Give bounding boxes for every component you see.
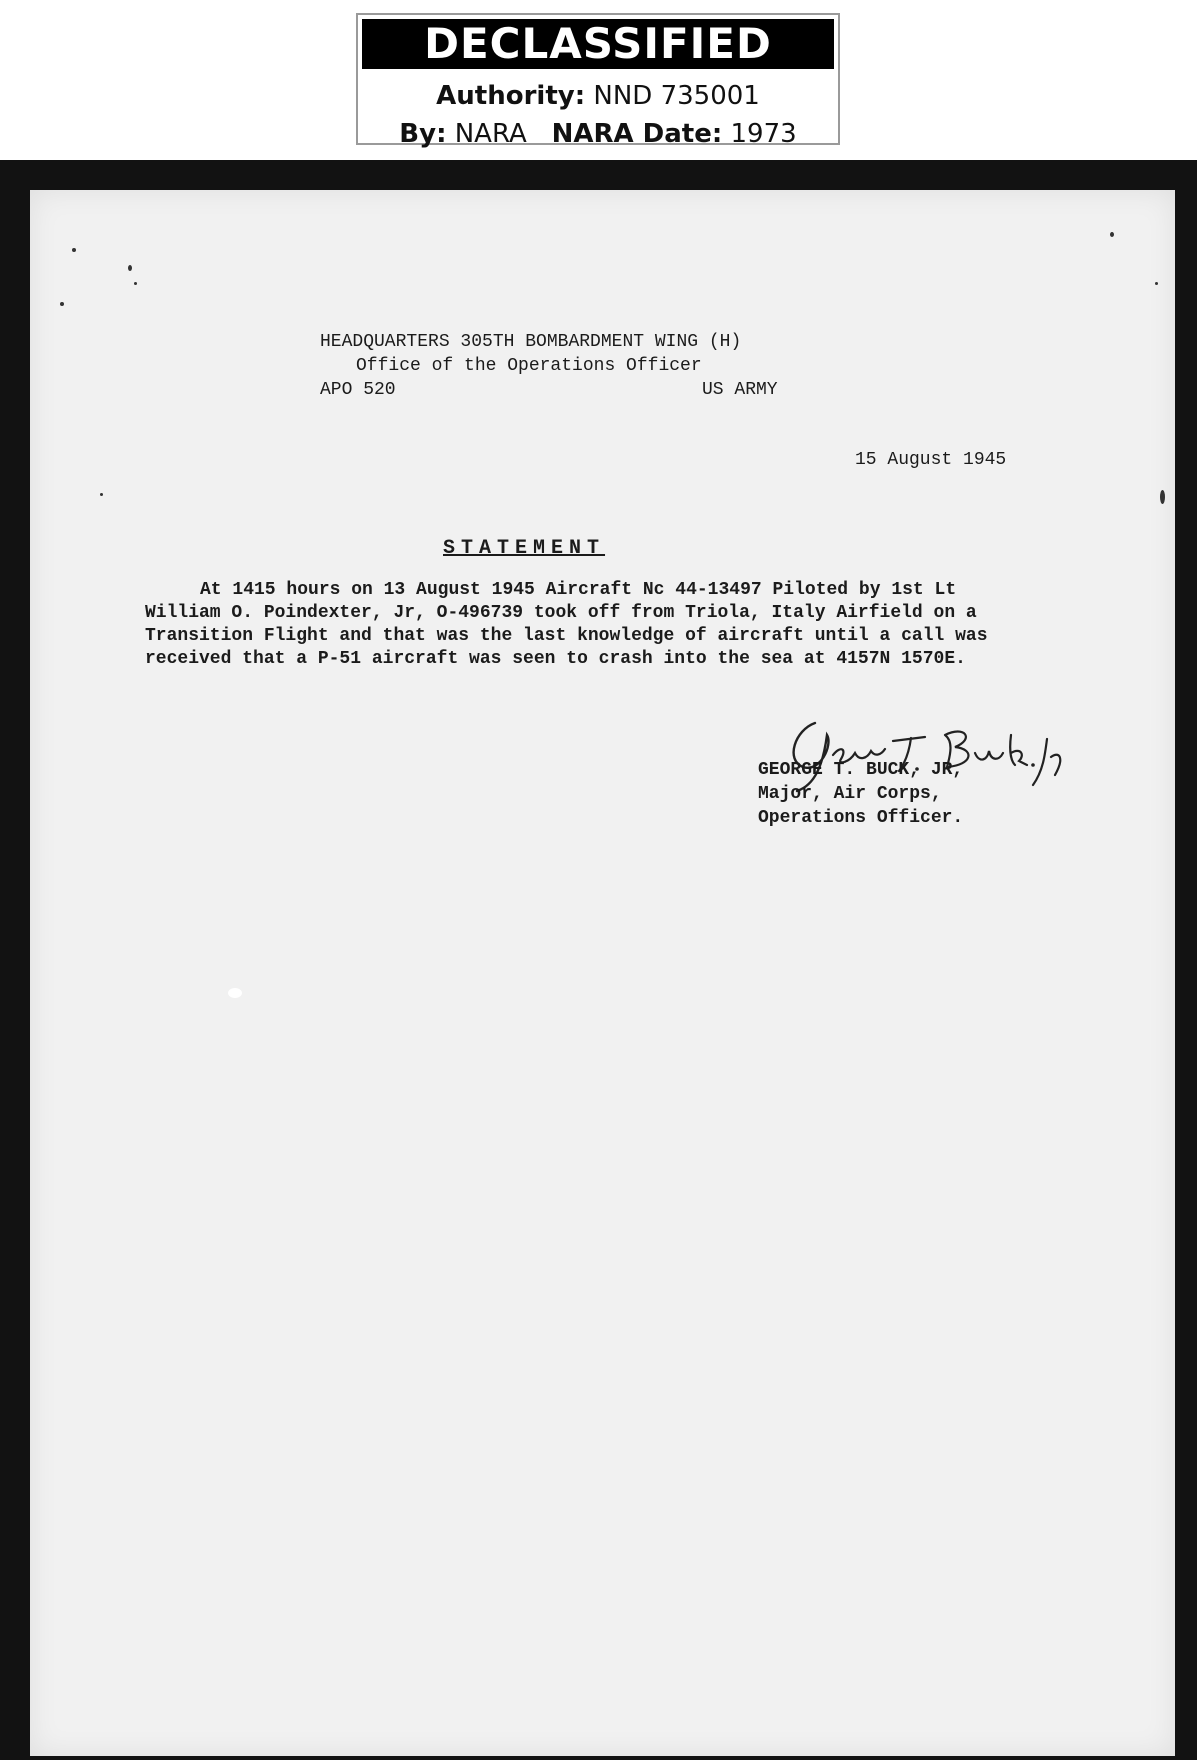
signer-position: Operations Officer. [758,808,964,828]
stamp-by-label: By: [399,119,447,149]
stamp-by-value: NARA [454,119,527,149]
stamp-authority-label: Authority: [436,81,586,111]
stamp-date-value: 1973 [730,119,797,149]
letterhead-apo: APO 520 [320,380,396,400]
stamp-authority-line [358,81,838,111]
scan-speck [60,302,64,306]
scan-speck [100,493,103,496]
scan-speck [128,265,132,271]
scan-speck [134,282,137,285]
scan-speck [72,248,76,252]
signer-rank: Major, Air Corps, [758,784,942,804]
scan-speck [1155,282,1158,285]
scan-speck [1110,232,1114,237]
stamp-authority-value: NND 735001 [593,81,760,111]
document-title: STATEMENT [443,537,606,560]
letterhead-line2: Office of the Operations Officer [356,356,702,376]
letterhead-line1: HEADQUARTERS 305TH BOMBARDMENT WING (H) [320,332,742,352]
body-line-2: William O. Poindexter, Jr, O-496739 took off from Triola, Italy Airfield on a [145,603,977,623]
stamp-date-label: NARA Date: [551,119,723,149]
stamp-heading: DECLASSIFIED [362,19,834,69]
letterhead-army: US ARMY [702,380,778,400]
body-line-1: At 1415 hours on 13 August 1945 Aircraft Nc 44-13497 Piloted by 1st Lt [200,580,957,600]
scan-frame [0,160,1197,1760]
body-line-4: received that a P-51 aircraft was seen to crash into the sea at 4157N 1570E. [145,649,966,669]
body-line-3: Transition Flight and that was the last knowledge of aircraft until a call was [145,626,988,646]
document-date: 15 August 1945 [855,450,1007,470]
declassified-stamp [356,13,840,149]
document-page [30,190,1175,1756]
stamp-by-line [358,119,838,149]
scan-speck [1160,490,1165,504]
scan-speck [228,988,242,998]
signer-name: GEORGE T. BUCK, JR, [758,760,964,780]
